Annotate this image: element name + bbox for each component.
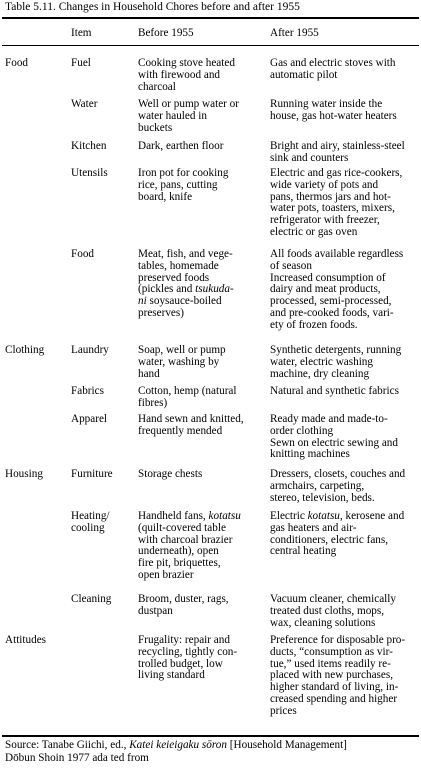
row-category: Food	[5, 57, 29, 69]
row-after: All foods available regardless of season Increased consumption of dairy and meat products, processed, semi-processed, and pre-cooked foods, vari- ety of frozen foods.	[270, 248, 404, 331]
row-item: Water	[71, 98, 98, 110]
header-before: Before 1955	[138, 27, 194, 39]
row-before: Hand sewn and knitted, frequently mended	[138, 413, 244, 437]
row-before: Broom, duster, rags, dustpan	[138, 593, 229, 617]
row-after: Bright and airy, stainless-steel sink and counters	[270, 140, 405, 164]
row-before: Cooking stove heated with firewood and charcoal	[138, 57, 235, 93]
row-before-part: Meat, fish, and vege- tables, homemade preserved foods (pickles and	[138, 248, 233, 296]
row-before: Iron pot for cooking rice, pans, cutting board, knife	[138, 167, 229, 203]
row-item: Heating/ cooling	[71, 510, 110, 534]
row-item: Apparel	[71, 413, 108, 425]
source-book-title: Katei keieigaku sōron	[129, 739, 227, 751]
top-rule	[2, 17, 419, 19]
row-item: Fuel	[71, 57, 91, 69]
row-after: Synthetic detergents, running water, electric washing machine, dry cleaning	[270, 344, 402, 380]
row-before-part: tsukuda- ni	[138, 283, 234, 308]
row-before-part: kotatsu	[208, 510, 241, 522]
row-before	[138, 249, 264, 320]
source-prefix: Source: Tanabe Giichi, ed.,	[5, 739, 130, 751]
table-title: Table 5.11. Changes in Household Chores before and after 1955	[5, 1, 300, 13]
row-before-part: Handheld fans,	[138, 510, 209, 522]
row-after: Natural and synthetic fabrics	[270, 385, 399, 397]
row-after-part: kotatsu	[307, 510, 340, 522]
row-before: Cotton, hemp (natural fibres)	[138, 385, 237, 409]
row-after-part: , kerosene and gas heaters and air- conditioners, electric fans, central heating	[270, 510, 405, 558]
row-before: Frugality: repair and recycling, tightly con- trolled budget, low living standard	[138, 634, 238, 682]
row-item: Kitchen	[71, 140, 107, 152]
row-before: Dark, earthen floor	[138, 140, 224, 152]
row-after: Running water inside the house, gas hot-water heaters	[270, 98, 397, 122]
source-note	[5, 739, 417, 765]
row-item: Laundry	[71, 344, 109, 356]
header-item: Item	[71, 27, 92, 39]
row-before-part: (quilt-covered table with charcoal brazier underneath), open fire pit, briquettes, open brazier	[138, 521, 233, 581]
row-item: Cleaning	[71, 593, 112, 605]
row-after: Dressers, closets, couches and armchairs, carpeting, stereo, television, beds.	[270, 468, 406, 504]
row-category: Attitudes	[5, 634, 47, 646]
row-item: Furniture	[71, 468, 113, 480]
row-item: Utensils	[71, 167, 108, 179]
header-after: After 1955	[270, 27, 319, 39]
row-category: Housing	[5, 468, 43, 480]
row-after: Electric and gas rice-cookers, wide variety of pots and pans, thermos jars and hot- water pots, toasters, mixers, refrigerator with freezer, electric or gas oven	[270, 167, 403, 238]
row-before: Soap, well or pump water, washing by hand	[138, 344, 226, 380]
row-before	[138, 511, 264, 582]
row-category: Clothing	[5, 344, 45, 356]
row-after: Gas and electric stoves with automatic pilot	[270, 57, 396, 81]
row-item: Fabrics	[71, 385, 104, 397]
source-suffix: [Household Management] Dōbun Shoin 1977 ada ted from	[5, 739, 347, 764]
row-after: Preference for disposable pro- ducts, “consumption as vir- tue,” used items readily re- placed with new purchases, higher standard of living, in- creased spending and higher prices	[270, 634, 406, 717]
row-after: Ready made and made-to- order clothing Sewn on electric sewing and knitting machines	[270, 413, 398, 461]
bottom-rule	[2, 735, 419, 737]
row-after	[270, 511, 420, 558]
row-before: Well or pump water or water hauled in buckets	[138, 98, 239, 134]
row-before-part: soysauce-boiled preserves)	[138, 295, 222, 319]
row-item: Food	[71, 248, 95, 260]
row-before: Storage chests	[138, 468, 203, 480]
header-rule	[2, 45, 419, 46]
row-after-part: Electric	[270, 510, 308, 522]
row-after: Vacuum cleaner, chemically treated dust cloths, mops, wax, cleaning solutions	[270, 593, 396, 629]
